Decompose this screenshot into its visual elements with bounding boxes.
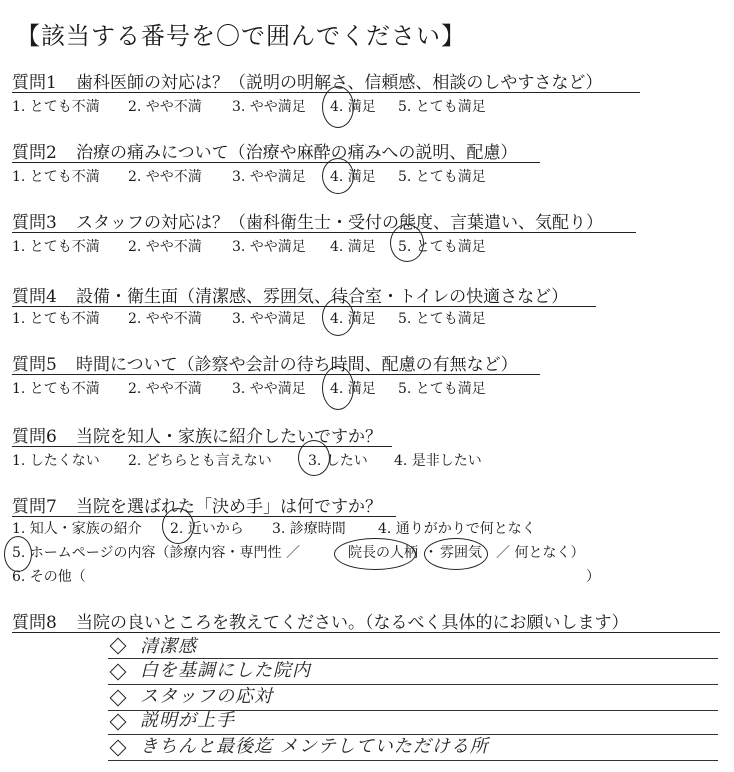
question-4 [12,282,568,307]
option-5-detail-atmosphere[interactable]: 雰囲気 [440,545,482,561]
question-number: 質問4 [12,287,57,307]
option-2[interactable]: 2. やや不満 [128,311,202,327]
option-1[interactable]: 1. したくない [12,453,100,469]
answer-rule [108,760,718,761]
selection-circle [334,538,416,570]
option-2[interactable]: 2. やや不満 [128,169,202,185]
bullet-diamond-icon [110,664,127,681]
option-2[interactable]: 2. 近いから [170,521,244,537]
option-3[interactable]: 3. やや満足 [232,99,306,115]
option-4[interactable]: 4. 満足 [330,239,376,255]
question-underline [12,162,540,163]
question-text: 時間について（診察や会計の待ち時間、配慮の有無など） [76,355,518,375]
question-underline [12,232,636,233]
question-number: 質問1 [12,73,57,93]
question-underline [12,632,720,633]
selection-circle [298,440,330,476]
question-text: 治療の痛みについて（治療や麻酔の痛みへの説明、配慮） [76,143,518,163]
option-5-detail-separator: ・ [424,545,438,561]
question-number: 質問2 [12,143,57,163]
option-5-detail-personality[interactable]: 院長の人柄 [348,545,418,561]
question-text: 当院の良いところを教えてください。（なるべく具体的にお願いします） [76,613,629,633]
option-5[interactable]: 5. とても満足 [398,239,486,255]
selection-circle [424,538,488,570]
survey-heading: 【該当する番号を〇で囲んでください】 [16,22,466,50]
answer-line-2: 白を基調にした院内 [140,660,311,681]
selection-circle [322,366,354,410]
option-2[interactable]: 2. どちらとも言えない [128,453,272,469]
question-8 [12,608,629,633]
selection-circle [322,158,354,194]
option-5[interactable]: 5. ホームページの内容（診療内容・専門性 ／ [12,545,300,561]
option-4[interactable]: 4. 満足 [330,169,376,185]
question-7 [12,492,382,517]
selection-circle [322,298,354,336]
answer-line-5: きちんと最後迄 メンテしていただける所 [140,736,489,757]
question-text: 設備・衛生面（清潔感、雰囲気、待合室・トイレの快適さなど） [76,287,569,307]
answer-line-1: 清潔感 [140,636,197,657]
option-5[interactable]: 5. とても満足 [398,311,486,327]
bullet-diamond-icon [110,714,127,731]
question-6 [12,422,382,447]
question-5 [12,350,518,375]
question-text: スタッフの対応は？（歯科衛生士・受付の態度、言葉遣い、気配り） [76,213,603,233]
option-3[interactable]: 3. やや満足 [232,169,306,185]
question-underline [12,306,596,307]
option-1[interactable]: 1. とても不満 [12,239,100,255]
option-1[interactable]: 1. とても不満 [12,311,100,327]
selection-circle [322,86,354,128]
option-6[interactable]: 6. その他（ [12,569,86,585]
option-2[interactable]: 2. やや不満 [128,381,202,397]
bullet-diamond-icon [110,690,127,707]
question-text: 当院を知人・家族に紹介したいですか？ [76,427,382,447]
option-5-detail-tail: ／ 何となく） [496,545,585,561]
question-1 [12,68,602,93]
option-4[interactable]: 4. 是非したい [394,453,482,469]
bullet-diamond-icon [110,638,127,655]
answer-line-3: スタッフの応対 [140,686,273,707]
selection-circle [162,508,194,544]
answer-line-4: 説明が上手 [140,710,235,731]
question-underline [12,516,396,517]
option-5[interactable]: 5. とても満足 [398,169,486,185]
question-underline [12,374,540,375]
option-3[interactable]: 3. やや満足 [232,381,306,397]
option-2[interactable]: 2. やや不満 [128,99,202,115]
option-3[interactable]: 3. したい [308,453,368,469]
option-1[interactable]: 1. とても不満 [12,99,100,115]
option-5[interactable]: 5. とても満足 [398,381,486,397]
option-3[interactable]: 3. 診療時間 [272,521,346,537]
question-text: 当院を選ばれた「決め手」は何ですか？ [76,497,382,517]
option-4[interactable]: 4. 満足 [330,381,376,397]
option-3[interactable]: 3. やや満足 [232,311,306,327]
option-6-close: ） [586,569,600,585]
question-3 [12,208,603,233]
selection-circle [390,224,424,262]
question-text: 歯科医師の対応は？（説明の明解さ、信頼感、相談のしやすさなど） [76,73,603,93]
question-2 [12,138,517,163]
option-4[interactable]: 4. 満足 [330,99,376,115]
option-3[interactable]: 3. やや満足 [232,239,306,255]
option-1[interactable]: 1. とても不満 [12,381,100,397]
option-2[interactable]: 2. やや不満 [128,239,202,255]
option-1[interactable]: 1. 知人・家族の紹介 [12,521,142,537]
question-number: 質問3 [12,213,57,233]
question-underline [12,446,392,447]
question-number: 質問5 [12,355,57,375]
question-number: 質問6 [12,427,57,447]
question-number: 質問7 [12,497,57,517]
question-number: 質問8 [12,613,57,633]
option-4[interactable]: 4. 満足 [330,311,376,327]
option-1[interactable]: 1. とても不満 [12,169,100,185]
bullet-diamond-icon [110,740,127,757]
option-5[interactable]: 5. とても満足 [398,99,486,115]
option-4[interactable]: 4. 通りがかりで何となく [378,521,536,537]
